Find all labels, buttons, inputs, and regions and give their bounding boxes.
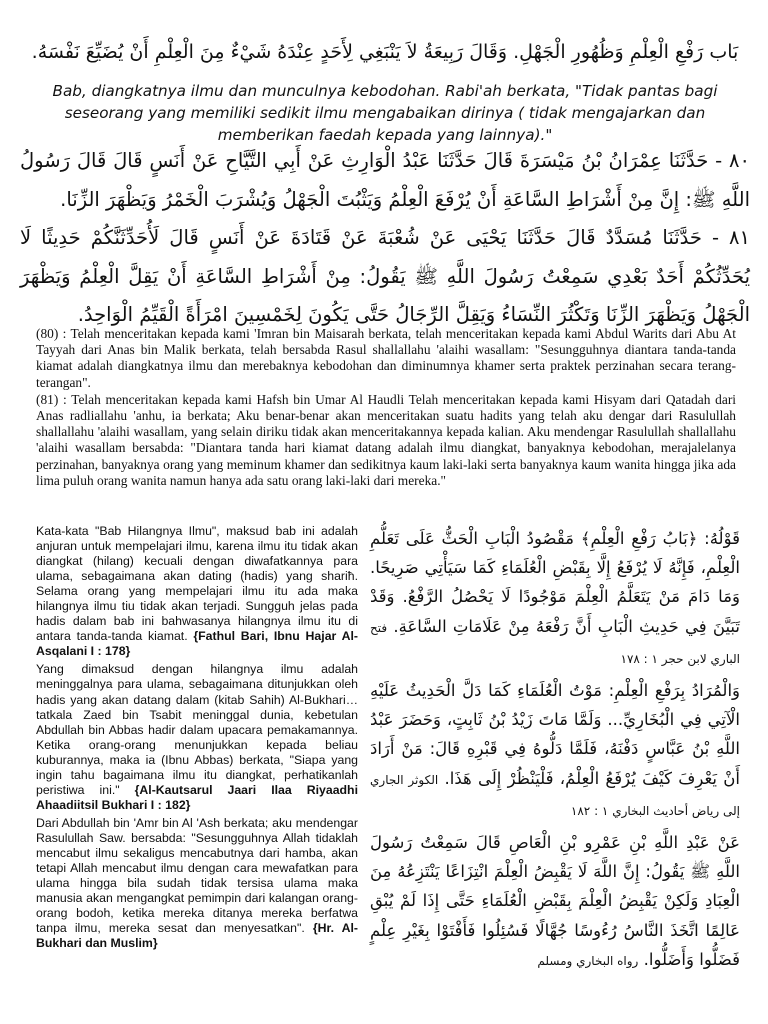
commentary-reference: {Al-Kautsarul Jaari Ilaa Riyaadhi Ahaadiitsil Bukhari I : 182}: [36, 782, 358, 812]
chapter-title-translation: Bab, diangkatnya ilmu dan munculnya kebodohan. Rabi'ah berkata, "Tidak pantas bagi seseorang yang memiliki sedikit ilmu mengabaikan dirinya ( tidak mengajarkan dan memberikan faedah kepada yang lainnya).": [52, 82, 718, 144]
arabic-commentary-reference: رواه البخاري ومسلم: [537, 953, 639, 968]
commentary-arabic-column: [370, 524, 740, 978]
hadith-arabic-block: [20, 142, 750, 335]
arabic-commentary-text: عَنْ عَبْدِ اللَّهِ بْنِ عَمْرِو بْنِ الْعَاصِ قَالَ سَمِعْتُ رَسُولَ اللَّهِ ﷺ يَقُولُ: إِنَّ اللَّهَ لَا يَقْبِضُ الْعِلْمَ انْتِزَاعًا يَنْتَزِعُهُ مِنَ الْعِبَادِ وَلَكِنْ يَقْبِضُ الْعِلْمَ بِقَبْضِ الْعُلَمَاءِ حَتَّى إِذَا لَمْ يُبْقِ عَالِمًا اتَّخَذَ النَّاسُ رُءُوسًا جُهَّالًا فَسُئِلُوا فَأَفْتَوْا بِغَيْرِ عِلْمٍ فَضَلُّوا وَأَضَلُّوا.: [370, 833, 740, 969]
arabic-commentary-paragraph: [370, 828, 740, 976]
commentary-reference: {Hr. Al-Bukhari dan Muslim}: [36, 921, 358, 951]
arabic-commentary-reference: الكوثر الجاري إلى رياض أحاديث البخاري ١ : ١٨٢: [370, 772, 740, 818]
chapter-title-arabic: بَاب رَفْعِ الْعِلْمِ وَظُهُورِ الْجَهْلِ. وَقَالَ رَبِيعَةُ لاَ يَنْبَغِي لِأَحَدٍ عِنْدَهُ شَيْءٌ مِنَ الْعِلْمِ أَنْ يُضَيِّعَ نَفْسَهُ.: [31, 41, 739, 63]
commentary-reference: {Fathul Bari, Ibnu Hajar Al-Asqalani I : 178}: [36, 629, 358, 659]
hadith-translation-block: [36, 326, 736, 490]
commentary-text: Dari Abdullah bin 'Amr bin Al 'Ash berkata; aku mendengar Rasulullah Saw. bersabda: "Sesungguhnya Allah tidaklah mencabut ilmu sekaligus mencabutnya dari hamba, akan tetapi Allah mencabut ilmu dengan cara mewafatkan para ulama hingga bila sudah tidak tersisa ulama maka manusia akan mengangkat pemimpin dari kalangan orang-orang bodoh, ketika mereka ditanya mereka berfatwa tanpa ilmu, mereka sesat dan menyesatkan".: [36, 815, 358, 936]
arabic-commentary-paragraph: [370, 524, 740, 674]
commentary-text: Kata-kata "Bab Hilangnya Ilmu", maksud bab ini adalah anjuran untuk mempelajari ilmu, karena ilmu itu tidak akan diangkat (hilang) kecuali dengan diwafatkannya para ulama, sebagaimana akan dating (hadis) yang shariħ. Selama orang yang mempelajari ilmu itu ada maka hilangnya ilmu tiu tidak akan terjadi. Sungguh jelas pada hadis dalam bab ini bahwasanya hilangnya ilmu itu di antara tanda-tanda kiamat.: [36, 524, 358, 644]
arabic-commentary-text: وَالْمُرَادُ بِرَفْعِ الْعِلْمِ: مَوْتُ الْعُلَمَاءِ كَمَا دَلَّ الْحَدِيثُ عَلَيْهِ الْآتِي فِي الْبُخَارِيِّ... وَلَمَّا مَاتَ زَيْدُ بْنُ ثَابِتٍ، وَحَضَرَ عَبْدُ اللَّهِ بْنُ عَبَّاسٍ دَفْنَهُ، فَلَمَّا دَلُّوهُ فِي قَبْرِهِ قَالَ: مَنْ أَرَادَ أَنْ يَعْرِفَ كَيْفَ يُرْفَعُ الْعِلْمُ، فَلْيَنْظُرْ إِلَى هَذَا.: [370, 681, 740, 788]
arabic-commentary-reference: فتح الباري لابن حجر ١ : ١٧٨: [370, 620, 740, 666]
hadith-80-arabic: ٨٠ - حَدَّثَنَا عِمْرَانُ بْنُ مَيْسَرَةَ قَالَ حَدَّثَنَا عَبْدُ الْوَارِثِ عَنْ أَبِي التَّيَّاحِ عَنْ أَنَسٍ قَالَ قَالَ رَسُولُ اللَّهِ ﷺ: إِنَّ مِنْ أَشْرَاطِ السَّاعَةِ أَنْ يُرْفَعَ الْعِلْمُ وَيَثْبُتَ الْجَهْلُ وَيُشْرَبَ الْخَمْرُ وَيَظْهَرَ الزِّنَا.: [20, 149, 750, 211]
hadith-80-translation: (80) : Telah menceritakan kepada kami 'Imran bin Maisarah berkata, telah menceritakan kepada kami Abdul Warits dari Abu At Tayyah dari Anas bin Malik berkata, telah bersabda Rasul shallallahu 'alaihi wasallam: "Sesungguhnya diantara tanda-tanda kiamat adalah diangkatnya ilmu dan merebaknya kebodohan dan diminumnya khamer serta praktek perzinahan secara terang-terangan".: [36, 326, 736, 390]
commentary-text: Yang dimaksud dengan hilangnya ilmu adalah meninggalnya para ulama, sebagaimana ditunjukkan oleh hadis yang akan datang dalam (kitab Sahih) Al-Bukhari… tatkala Zaed bin Tsabit meninggal dunia, kebetulan Abdullah bin Abbas hadir dalam upacara pemakamannya. Ketika orang-orang menunjukkan kepada beliau kuburannya, maka ia (Ibnu Abbas) berkata, "Siapa yang ingin tahu bagaimana ilmu itu diangkat, perhatikanlah peristiwa ini.": [36, 662, 358, 797]
commentary-paragraph: [36, 524, 358, 659]
commentary-indonesian-column: [36, 524, 358, 954]
hadith-81-translation: (81) : Telah menceritakan kepada kami Hafsh bin Umar Al Haudli Telah menceritakan kepada kami Hisyam dari Qatadah dari Anas radliallahu 'anhu, ia berkata; Aku benar-benar akan menceritakan suatu hadits yang telah aku dengar dari Rasulullah shallallahu 'alaihi wasallam, yang selain diriku tidak akan menceritakannya kepada kalian. Aku mendengar Rasulullah shallallahu 'alaihi wasallam bersabda: "Diantara tanda hari kiamat datang adalah ilmu diangkat, banyaknya kebodohan, merajalelanya perzinahan, banyaknya orang yang meminum khamer dan sedikitnya kaum laki-laki serta banyaknya kaum wanita hingga jika ada lima puluh orang wanita namun hanya ada satu orang laki-laki dari mereka.": [36, 391, 736, 488]
arabic-commentary-text: قَوْلُهُ: ﴿بَابُ رَفْعِ الْعِلْمِ﴾ مَقْصُودُ الْبَابِ الْحَثُّ عَلَى تَعَلُّمِ الْعِلْمِ، فَإِنَّهُ لَا يُرْفَعُ إِلَّا بِقَبْضِ الْعُلَمَاءِ كَمَا سَيَأْتِي صَرِيحًا. وَمَا دَامَ مَنْ يَتَعَلَّمُ الْعِلْمَ مَوْجُودًا لَا يَحْصُلُ الرَّفْعُ. وَقَدْ تَبَيَّنَ فِي حَدِيثِ الْبَابِ أَنَّ رَفْعَهُ مِنْ عَلَامَاتِ السَّاعَةِ.: [370, 529, 740, 636]
commentary-paragraph: [36, 662, 358, 812]
hadith-81-arabic: ٨١ - حَدَّثَنَا مُسَدَّدٌ قَالَ حَدَّثَنَا يَحْيَى عَنْ شُعْبَةَ عَنْ قَتَادَةَ عَنْ أَنَسٍ قَالَ لَأُحَدِّثَنَّكُمْ حَدِيثًا لَا يُحَدِّثُكُمْ أَحَدٌ بَعْدِي سَمِعْتُ رَسُولَ اللَّهِ ﷺ يَقُولُ: مِنْ أَشْرَاطِ السَّاعَةِ أَنْ يَقِلَّ الْعِلْمُ وَيَظْهَرَ الْجَهْلُ وَيَظْهَرَ الزِّنَا وَتَكْثُرَ النِّسَاءُ وَيَقِلَّ الرِّجَالُ حَتَّى يَكُونَ لِخَمْسِينَ امْرَأَةً الْقَيِّمُ الْوَاحِدُ.: [20, 226, 750, 326]
commentary-paragraph: [36, 816, 358, 951]
arabic-commentary-paragraph: [370, 676, 740, 826]
